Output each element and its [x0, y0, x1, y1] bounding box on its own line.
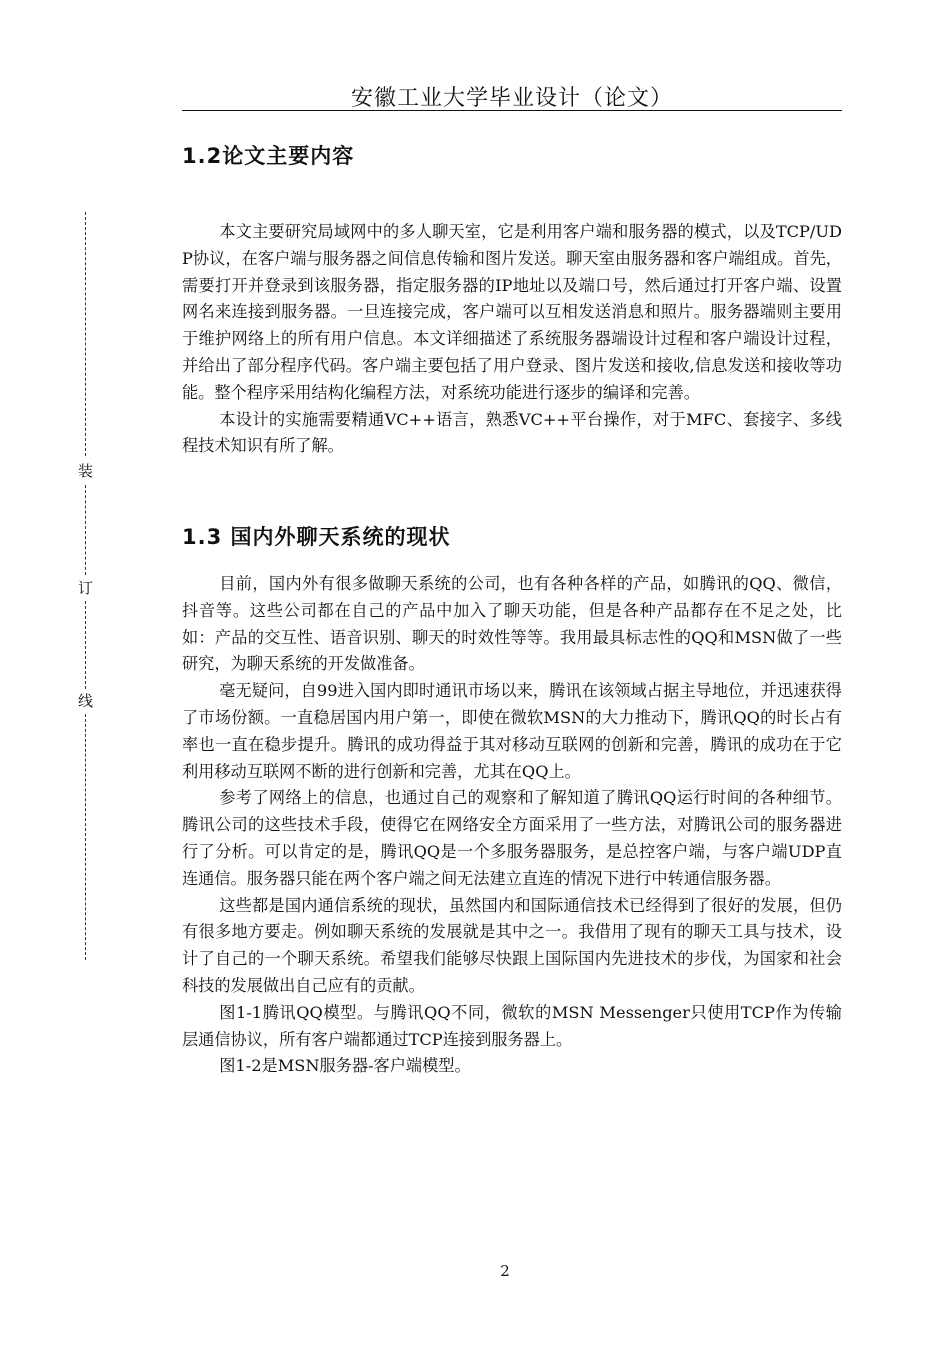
binding-dashed-line	[85, 601, 86, 689]
section-body-1-2	[182, 219, 842, 460]
paragraph: 毫无疑问，自99进入国内即时通讯市场以来，腾讯在该领域占据主导地位，并迅速获得了市场份额。一直稳居国内用户第一，即使在微软MSN的大力推动下，腾讯QQ的时长占有率也一直在稳步提升。腾讯的成功得益于其对移动互联网的创新和完善，腾讯的成功在于它利用移动互联网不断的进行创新和完善，尤其在QQ上。	[182, 681, 842, 781]
paragraph: 本设计的实施需要精通VC++语言，熟悉VC++平台操作，对于MFC、套接字、多线程技术知识有所了解。	[182, 409, 842, 456]
binding-dashed-line	[85, 212, 86, 456]
binding-dashed-line	[85, 714, 86, 960]
paragraph: 图1-1腾讯QQ模型。与腾讯QQ不同，微软的MSN Messenger只使用TCP作为传输层通信协议，所有客户端都通过TCP连接到服务器上。	[182, 1002, 842, 1049]
binding-char-zhuang: 装	[78, 462, 94, 480]
paragraph: 参考了网络上的信息，也通过自己的观察和了解知道了腾讯QQ运行时间的各种细节。腾讯公司的这些技术手段，使得它在网络安全方面采用了一些方法，对腾讯公司的服务器进行了分析。可以肯定的是，腾讯QQ是一个多服务器服务，是总控客户端，与客户端UDP直连通信。服务器只能在两个客户端之间无法建立直连的情况下进行中转通信服务器。	[182, 788, 842, 888]
binding-dashed-line	[85, 485, 86, 575]
page-header-title: 安徽工业大学毕业设计（论文）	[350, 86, 673, 111]
header-rule	[182, 110, 842, 111]
paragraph: 本文主要研究局域网中的多人聊天室，它是利用客户端和服务器的模式，以及TCP/UDP协议，在客户端与服务器之间信息传输和图片发送。聊天室由服务器和客户端组成。首先，需要打开并登录到该服务器，指定服务器的IP地址以及端口号，然后通过打开客户端、设置网名来连接到服务器。一旦连接完成，客户端可以互相发送消息和照片。服务器端则主要用于维护网络上的所有用户信息。本文详细描述了系统服务器端设计过程和客户端设计过程，并给出了部分程序代码。客户端主要包括了用户登录、图片发送和接收,信息发送和接收等功能。整个程序采用结构化编程方法，对系统功能进行逐步的编译和完善。	[182, 222, 842, 402]
binding-char-ding: 订	[78, 579, 94, 597]
binding-char-xian: 线	[78, 692, 94, 710]
section-body-1-3	[182, 571, 842, 1080]
paragraph: 图1-2是MSN服务器-客户端模型。	[219, 1056, 471, 1076]
section-heading-1-2: 1.2论文主要内容	[182, 144, 355, 168]
page-number: 2	[500, 1262, 510, 1280]
paragraph: 目前，国内外有很多做聊天系统的公司，也有各种各样的产品，如腾讯的QQ、微信，抖音等。这些公司都在自己的产品中加入了聊天功能，但是各种产品都存在不足之处，比如：产品的交互性、语音识别、聊天的时效性等等。我用最具标志性的QQ和MSN做了一些研究，为聊天系统的开发做准备。	[182, 574, 842, 674]
paragraph: 这些都是国内通信系统的现状，虽然国内和国际通信技术已经得到了很好的发展，但仍有很多地方要走。例如聊天系统的发展就是其中之一。我借用了现有的聊天工具与技术，设计了自己的一个聊天系统。希望我们能够尽快跟上国际国内先进技术的步伐，为国家和社会科技的发展做出自己应有的贡献。	[182, 895, 842, 995]
section-heading-1-3: 1.3 国内外聊天系统的现状	[182, 525, 451, 549]
